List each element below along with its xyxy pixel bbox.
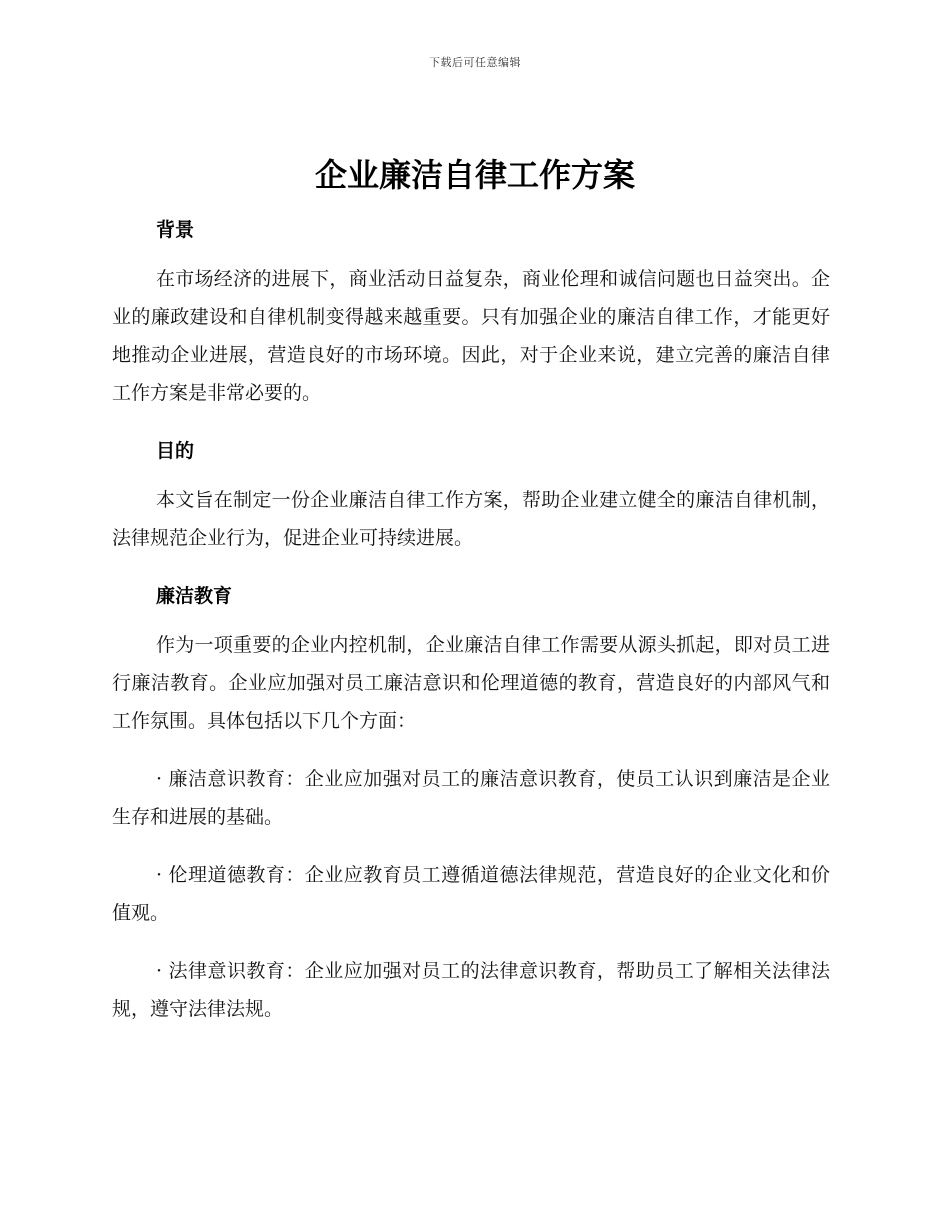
paragraph-background: 在市场经济的进展下，商业活动日益复杂，商业伦理和诚信问题也日益突出。企业的廉政建设和自律机制变得越来越重要。只有加强企业的廉洁自律工作，才能更好地推动企业进展，营造良好的市场环境。因此，对于企业来说，建立完善的廉洁自律工作方案是非常必要的。 [112,268,830,404]
bullet-ethics-education: · 伦理道德教育：企业应教育员工遵循道德法律规范，营造良好的企业文化和价值观。 [112,864,830,924]
section-heading-purpose: 目的 [156,440,195,462]
paragraph-purpose: 本文旨在制定一份企业廉洁自律工作方案，帮助企业建立健全的廉洁自律机制，法律规范企业行为，促进企业可持续进展。 [112,489,830,549]
paragraph-education: 作为一项重要的企业内控机制，企业廉洁自律工作需要从源头抓起，即对员工进行廉洁教育。企业应加强对员工廉洁意识和伦理道德的教育，营造良好的内部风气和工作氛围。具体包括以下几个方面： [112,634,830,732]
document-title: 企业廉洁自律工作方案 [314,156,635,194]
page-header: 下载后可任意编辑 [429,56,521,69]
bullet-legal-awareness: · 法律意识教育：企业应加强对员工的法律意识教育，帮助员工了解相关法律法规，遵守法律法规。 [112,960,830,1020]
section-heading-background: 背景 [156,219,195,241]
bullet-integrity-awareness: · 廉洁意识教育：企业应加强对员工的廉洁意识教育，使员工认识到廉洁是企业生存和进展的基础。 [112,768,830,828]
section-heading-education: 廉洁教育 [156,585,233,607]
document-body [112,200,830,1028]
